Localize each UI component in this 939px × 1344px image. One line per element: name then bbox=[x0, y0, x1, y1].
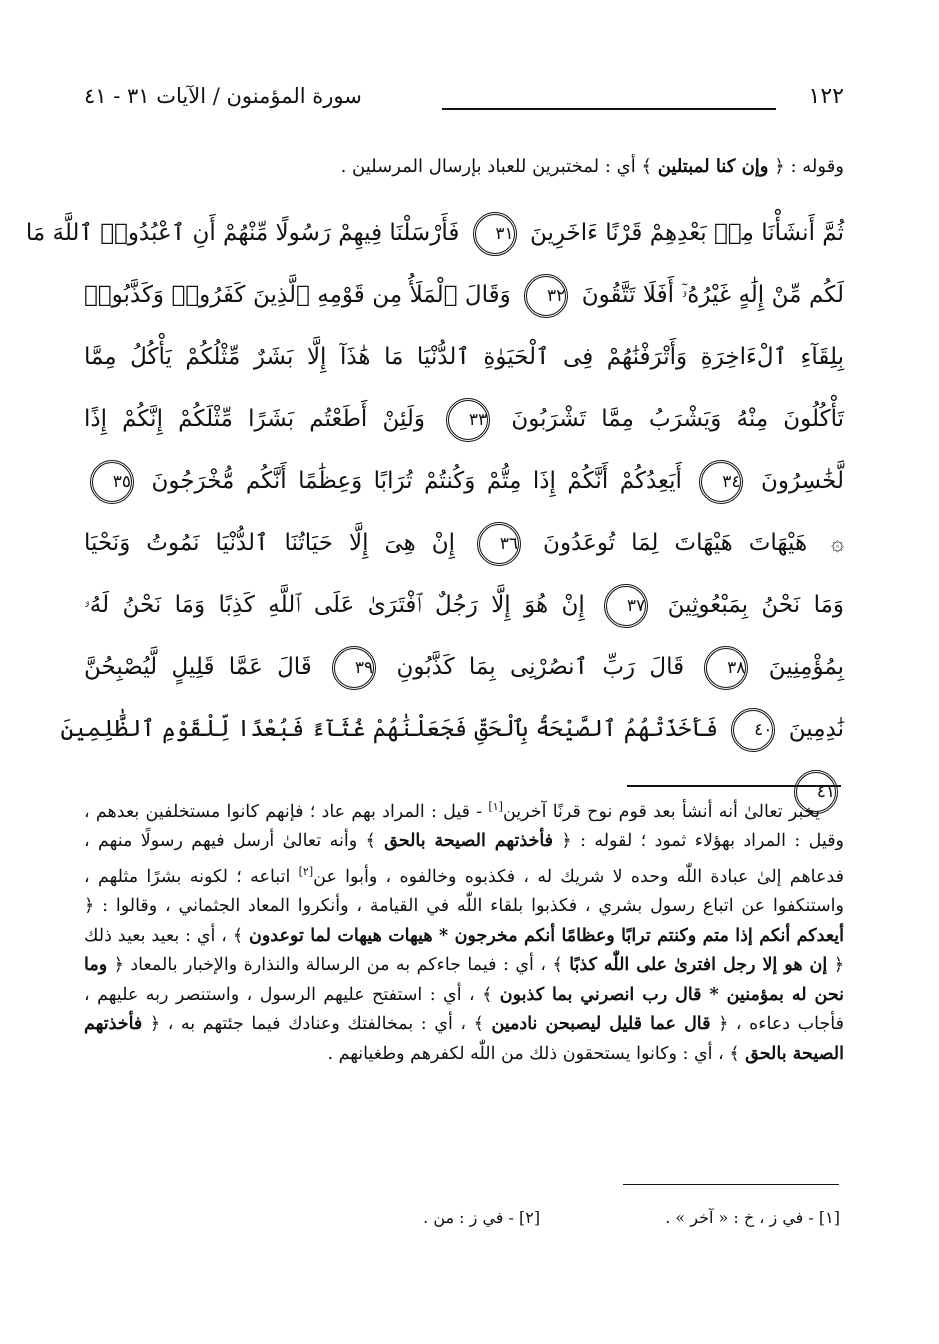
verse-text: وَقَالَ ٱلْمَلَأُ مِن قَوْمِهِ ٱلَّذِينَ كَفَرُوا۟ وَكَذَّبُوا۟ bbox=[84, 282, 511, 308]
intro-line bbox=[84, 152, 844, 182]
verse-line-6 bbox=[84, 512, 844, 574]
tafsir-text: ﴾ وأنه تعالىٰ أرسل فيهم رسولًا منهم ، فدعاهم إلىٰ عبادة اللّٰه وحده لا شريك له ، فكذبوه وخالفوه ، وأبوا عن bbox=[84, 831, 845, 887]
tafsir-quote: أيعدكم أنكم إذا متم وكنتم ترابًا وعظامًا أنكم مخرجون * هيهات هيهات لما توعدون bbox=[248, 925, 845, 946]
verse-line-2 bbox=[84, 264, 844, 326]
verse-text: بِمُؤْمِنِينَ bbox=[768, 654, 845, 680]
tafsir-quote: فأخذتهم الصيحة بالحق bbox=[384, 831, 554, 852]
tafsir-text: - قيل : المراد بهم عاد ؛ فإنهم كانوا مستخلفين بعدهم ، وقيل : المراد بهؤلاء ثمود ؛ لقوله : ﴿ bbox=[84, 801, 845, 852]
tafsir-paragraph bbox=[84, 792, 844, 1069]
verse-text: وَلَئِنْ أَطَعْتُم بَشَرًا مِّثْلَكُمْ إِنَّكُمْ إِذًا bbox=[84, 406, 426, 432]
verse-text: لَّخَٰسِرُونَ bbox=[760, 468, 845, 494]
footnote-ref-2: [٢] bbox=[298, 864, 314, 878]
verse-text: وَمَا نَحْنُ بِمَبْعُوثِينَ bbox=[667, 592, 844, 618]
verse-number-badge: ٣٦ bbox=[477, 522, 521, 566]
verse-text: تَأْكُلُونَ مِنْهُ وَيَشْرَبُ مِمَّا تَشْرَبُونَ bbox=[511, 406, 845, 432]
verse-text: إِنْ هُوَ إِلَّا رَجُلٌ ٱفْتَرَىٰ عَلَى ٱللَّهِ كَذِبًا وَمَا نَحْنُ لَهُۥ bbox=[84, 592, 585, 618]
verse-number-badge: ٤١ bbox=[794, 770, 838, 814]
intro-suffix: ﴾ أي : لمختبرين للعباد بإرسال المرسلين . bbox=[340, 156, 658, 177]
intro-quote: وإن كنا لمبتلين bbox=[657, 156, 769, 177]
quran-verses bbox=[25, 202, 845, 822]
tafsir-quote: وما نحن له بمؤمنين * قال رب انصرني بما كذبون bbox=[84, 955, 844, 1005]
tafsir-text: ﴾ ، أي : وكانوا يستحقون ذلك من اللّٰه لكفرهم وطغيانهم . bbox=[327, 1043, 746, 1064]
verse-line-3 bbox=[84, 326, 844, 388]
tafsir-text: اتباعه ؛ لكونه بشرًا مثلهم ، واستنكفوا عن اتباع رسول بشري ، فكذبوا بلقاء اللّٰه في القيامة ، وأنكروا المعاد الجثماني ، وقالوا : ﴿ bbox=[84, 866, 844, 917]
verse-line-9 bbox=[60, 698, 844, 760]
tafsir-text: ﴾ ، أي : بمخالفتك وعنادك فيما جئتهم به ، ﴿ bbox=[142, 1014, 492, 1035]
verse-number-badge: ٣٩ bbox=[332, 646, 376, 690]
sajda-icon: ۞ bbox=[831, 531, 844, 556]
footnotes bbox=[250, 1208, 840, 1227]
tafsir-text: يخبر تعالىٰ أنه أنشأ بعد قوم نوح قرنًا آخرين bbox=[502, 801, 820, 822]
footnote-1: [١] - في ز ، خ : « آخر » . bbox=[665, 1208, 840, 1227]
verse-text: فَأَخَذَتْهُمُ ٱلصَّيْحَةُ بِٱلْحَقِّ فَجَعَلْنَٰهُمْ غُثَآءً فَبُعْدًا لِّلْقَوْمِ ٱلظَّٰلِمِينَ bbox=[60, 716, 719, 742]
section-divider bbox=[627, 785, 841, 787]
verse-text: لَكُم مِّنْ إِلَٰهٍ غَيْرُهُۥٓ أَفَلَا تَتَّقُونَ bbox=[581, 282, 844, 308]
footnote-ref-1: [١] bbox=[488, 800, 503, 813]
tafsir-text: ﴾ ، أي : بعيد بعيد ذلك ﴿ bbox=[84, 925, 844, 976]
verse-text: إِنْ هِىَ إِلَّا حَيَاتُنَا ٱلدُّنْيَا نَمُوتُ وَنَحْيَا bbox=[84, 530, 456, 556]
tafsir-text: ﴾ ، أي : فيما جاءكم به من الرسالة والنذارة والإخبار بالمعاد ﴿ bbox=[107, 955, 570, 976]
tafsir-quote: إن هو إلا رجل افترىٰ على اللّٰه كذبًا bbox=[569, 955, 828, 976]
surah-title: سورة المؤمنون / الآيات ٣١ - ٤١ bbox=[84, 84, 362, 108]
tafsir-quote: فأخذتهم الصيحة بالحق bbox=[84, 1014, 844, 1064]
verse-line-8 bbox=[84, 636, 844, 698]
verse-number-badge: ٣٧ bbox=[604, 584, 648, 628]
verse-text: بِلِقَآءِ ٱلْءَاخِرَةِ وَأَتْرَفْنَٰهُمْ فِى ٱلْحَيَوٰةِ ٱلدُّنْيَا مَا هَٰذَآ إِلَّا بَشَرٌ مِّثْلُكُمْ يَأْكُلُ مِمَّا bbox=[84, 344, 844, 370]
header-rule bbox=[442, 108, 776, 110]
verse-number-badge: ٣٣ bbox=[446, 398, 490, 442]
verse-number-badge: ٤٠ bbox=[731, 708, 775, 752]
footnote-2: [٢] - في ز : من . bbox=[423, 1208, 541, 1227]
verse-text: فَأَرْسَلْنَا فِيهِمْ رَسُولًا مِّنْهُمْ أَنِ ٱعْبُدُوا۟ ٱللَّهَ مَا bbox=[25, 220, 460, 246]
tafsir-quote: قال عما قليل ليصبحن نادمين bbox=[491, 1014, 711, 1035]
tafsir-body bbox=[84, 792, 844, 1069]
footnote-divider bbox=[623, 1184, 839, 1185]
verse-text: هَيْهَاتَ هَيْهَاتَ لِمَا تُوعَدُونَ bbox=[543, 530, 808, 556]
intro-prefix: وقوله : ﴿ bbox=[768, 156, 844, 177]
verse-number-badge: ٣٤ bbox=[699, 460, 743, 504]
verse-text: أَيَعِدُكُمْ أَنَّكُمْ إِذَا مِتُّمْ وَكُنتُمْ تُرَابًا وَعِظَٰمًا أَنَّكُم مُّخْرَجُونَ bbox=[151, 468, 682, 494]
verse-line-1 bbox=[25, 202, 844, 264]
page-number: ١٢٢ bbox=[808, 84, 844, 109]
verse-number-badge: ٣٢ bbox=[524, 274, 568, 318]
tafsir-text: ﴾ ، أي : استفتح عليهم الرسول ، واستنصر ربه عليهم ، فأجاب دعاءه ، ﴿ bbox=[84, 984, 844, 1035]
page-header bbox=[84, 78, 844, 118]
verse-text: قَالَ عَمَّا قَلِيلٍ لَّيُصْبِحُنَّ bbox=[84, 654, 312, 680]
verse-line-4 bbox=[84, 388, 844, 450]
verse-number-badge: ٣١ bbox=[473, 212, 517, 256]
verse-text: قَالَ رَبِّ ٱنصُرْنِى بِمَا كَذَّبُونِ bbox=[396, 654, 685, 680]
verse-text: ثُمَّ أَنشَأْنَا مِنۢ بَعْدِهِمْ قَرْنًا ءَاخَرِينَ bbox=[529, 220, 844, 246]
verse-text: نَٰدِمِينَ bbox=[788, 716, 844, 742]
verse-line-5 bbox=[84, 450, 844, 512]
verse-number-badge: ٣٨ bbox=[704, 646, 748, 690]
verse-number-badge: ٣٥ bbox=[90, 460, 134, 504]
verse-line-7 bbox=[84, 574, 844, 636]
